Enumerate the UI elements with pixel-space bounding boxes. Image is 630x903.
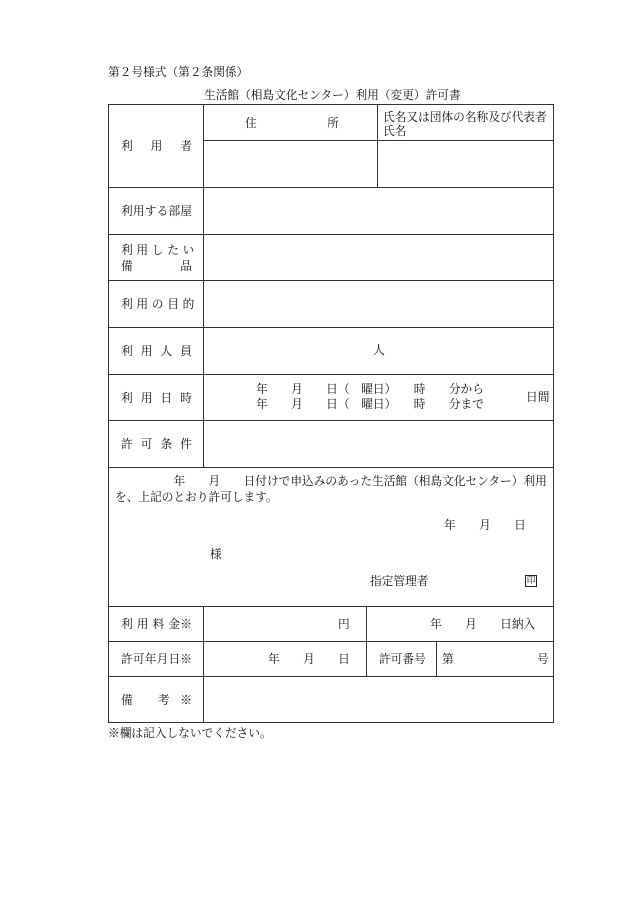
datetime-value-cell (203, 374, 554, 421)
remarks-value-cell (203, 676, 554, 723)
conditions-label: 許 可 条 件 (121, 437, 192, 451)
statement-line1: 年 月 日付けで申込みのあった生活館（相島文化センター）利用 (115, 474, 547, 488)
datetime-label-cell (108, 374, 204, 421)
name-value-cell (377, 140, 554, 188)
user-label: 利 用 者 (121, 139, 192, 153)
remarks-label: 備 考※ (121, 692, 192, 707)
purpose-label-cell (108, 280, 204, 328)
conditions-label-cell (108, 420, 204, 468)
people-label-cell (108, 327, 204, 375)
permit-date-value: 年 月 日 (268, 652, 350, 666)
address-header-cell (203, 104, 378, 141)
remarks-label-cell (108, 676, 204, 723)
permit-date-label-cell (108, 641, 204, 677)
datetime-to: 年 月 日（ 曜日） 時 分まで (256, 397, 484, 411)
permit-number-value-cell (436, 641, 554, 677)
address-header: 住 所 (245, 116, 339, 130)
name-header-cell (377, 104, 554, 141)
permit-number-label-cell (366, 641, 437, 677)
form-title: 生活館（相島文化センター）利用（変更）許可書 (204, 88, 461, 102)
form-number: 第２号様式（第２条関係） (108, 65, 249, 79)
footnote: ※欄は記入しないでください。 (108, 726, 272, 740)
name-header: 氏名又は団体の名称及び代表者氏名 (383, 110, 547, 138)
datetime-days-unit: 日間 (526, 390, 550, 404)
fee-label: 利 用 料 金※ (121, 617, 192, 631)
permit-statement-cell (108, 467, 554, 607)
people-label: 利 用 人 員 (121, 344, 192, 358)
permit-number-label: 許可番号 (379, 652, 426, 666)
statement-date: 年 月 日 (444, 518, 526, 532)
fee-amount-cell (203, 606, 367, 642)
permit-number-prefix: 第 (442, 652, 454, 666)
datetime-from: 年 月 日（ 曜日） 時 分から (256, 382, 484, 396)
fee-yen-unit: 円 (338, 617, 350, 631)
addressee-suffix: 様 (210, 547, 222, 561)
people-unit: 人 (373, 343, 385, 357)
user-label-cell (108, 104, 204, 188)
permit-number-suffix: 号 (537, 652, 549, 666)
room-label: 利用する部屋 (121, 204, 192, 218)
address-value-cell (203, 140, 378, 188)
equipment-label-line1: 利 用 し た い (121, 242, 195, 257)
equipment-label-cell (108, 234, 204, 281)
conditions-value-cell (203, 420, 554, 468)
fee-label-cell (108, 606, 204, 642)
permit-table (108, 104, 554, 723)
purpose-label: 利 用 の 目 的 (121, 297, 195, 311)
permit-date-label: 許可年月日※ (121, 652, 192, 666)
manager-label: 指定管理者 (370, 574, 429, 588)
statement-line2: を、上記のとおり許可します。 (115, 490, 278, 504)
people-value-cell (203, 327, 554, 375)
fee-paid-date: 年 月 日納入 (430, 617, 536, 631)
equipment-value-cell (203, 234, 554, 281)
fee-paid-cell (366, 606, 554, 642)
datetime-label: 利 用 日 時 (121, 390, 192, 405)
purpose-value-cell (203, 280, 554, 328)
permit-date-value-cell (203, 641, 367, 677)
room-value-cell (203, 187, 554, 235)
room-label-cell (108, 187, 204, 235)
seal-icon: 印 (526, 576, 536, 586)
equipment-label-line2: 備 品 (121, 258, 192, 273)
